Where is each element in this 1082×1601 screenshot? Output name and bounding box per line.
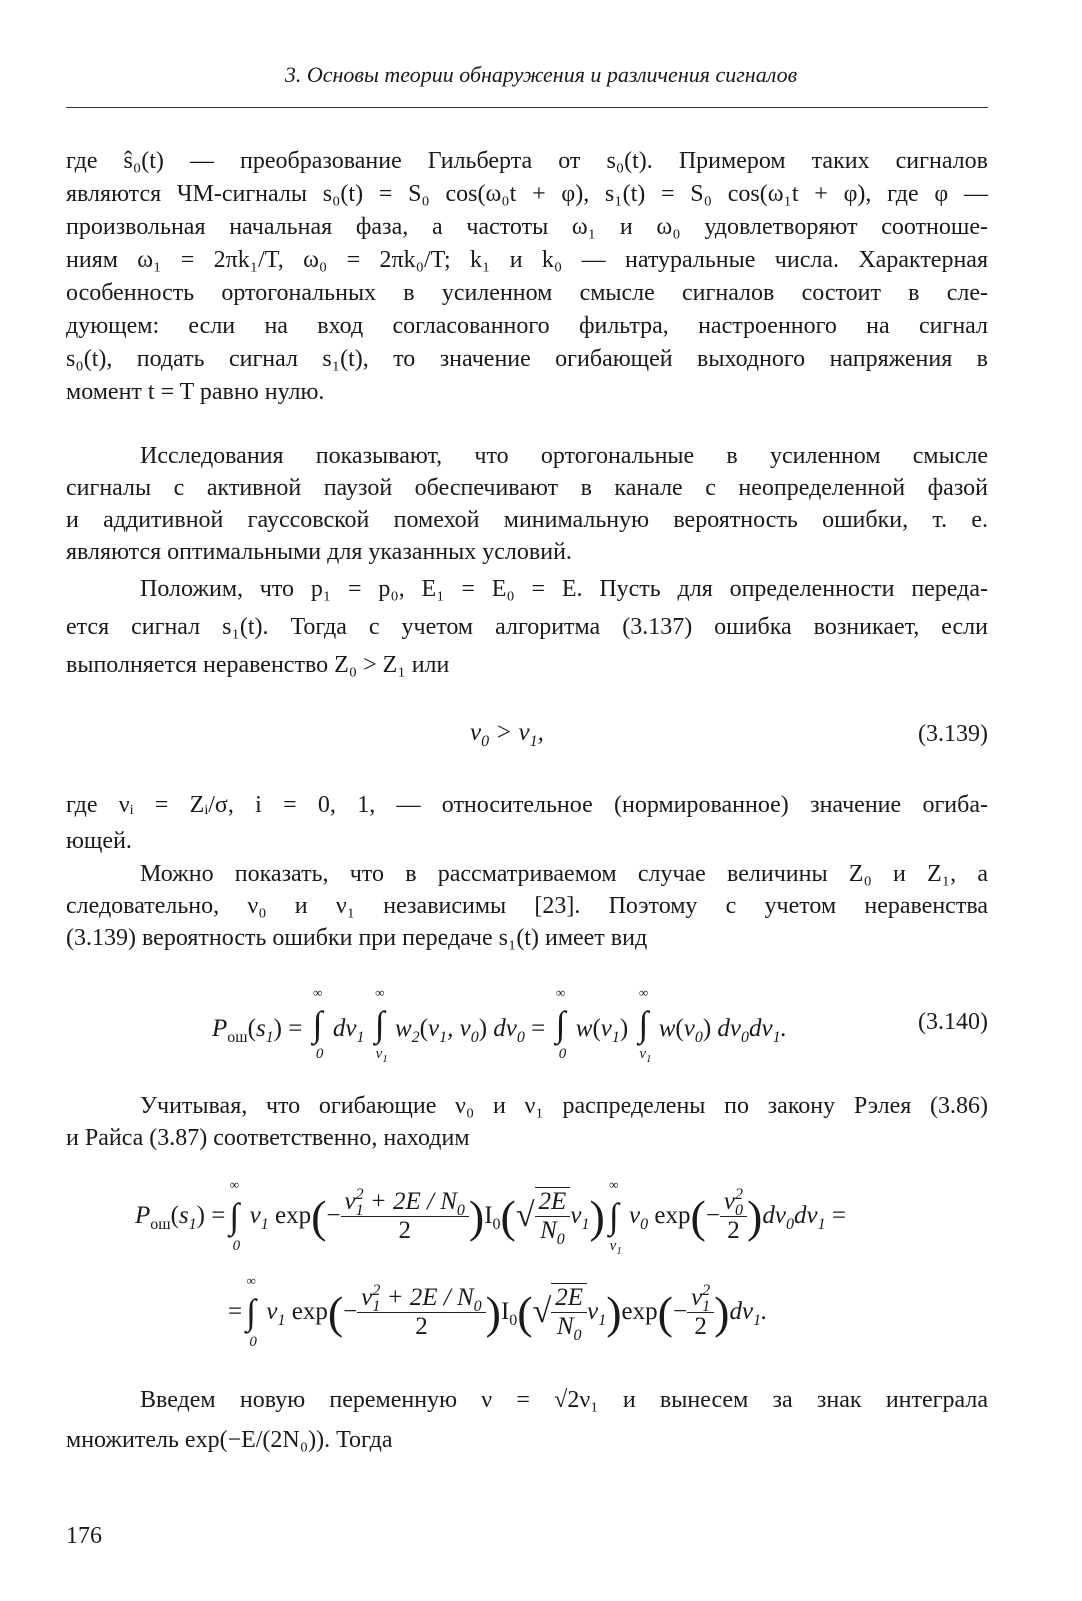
paragraph-7 <box>66 1384 988 1456</box>
equation-3-140: $P_{ош}(s_1)$ = ∫ ∞ 0 $d\nu_1$ ∫ ∞ $\nu_1$ $w_2(\nu_1$, $\nu_0$) $d\nu_0$ = ∫ ∞ 0 $w(\nu_1)$ ∫ ∞ $\nu_1$ $w(\nu_0)$ $d\nu_0d\nu_1$. <box>212 985 787 1065</box>
paragraph-5 <box>66 858 988 954</box>
text-line: момент t = T равно нулю. <box>66 379 325 405</box>
equation-number: (3.139) <box>918 721 988 747</box>
text-line: где ŝ₀(t) — преобразование Гильберта от s₀(t). Примером таких сигналов <box>66 148 988 174</box>
text-line: дующем: если на вход согласованного фильтра, настроенного на сигнал <box>66 313 988 339</box>
text-line: являются ЧМ-сигналы s₀(t) = S₀ cos(ω₀t + φ), s₁(t) = S₀ cos(ω₁t + φ), где φ — <box>66 181 988 207</box>
equation-3-139: $\nu_0 > \nu_1$, <box>470 719 544 750</box>
page-number: 176 <box>66 1523 102 1549</box>
text-line: произвольная начальная фаза, а частоты ω₁ и ω₀ удовлетворяют соотноше- <box>66 214 988 240</box>
text-line: сигналы с активной паузой обеспечивают в канале с неопределенной фазой <box>66 475 988 501</box>
paragraph-1 <box>66 145 988 408</box>
running-head: 3. Основы теории обнаружения и различения сигналов <box>284 62 798 87</box>
equation-error-probability-2: = ∫ ∞ 0 $\nu_1$ exp ( − $\frac{\nu_1^2 + 2E / N_0}{2}$ ) $I_0$ ( √ $\frac{2E}{N_0}$ $\nu_1$ ) exp ( − $\frac{\nu_1^2}{2}$ ) $d\nu_1$. <box>228 1273 768 1350</box>
text-line: следовательно, ν₀ и ν₁ независимы [23]. Поэтому с учетом неравенства <box>66 893 988 919</box>
text-line: где νᵢ = Zᵢ/σ, i = 0, 1, — относительное (нормированное) значение огиба- <box>66 792 988 818</box>
header-rule <box>66 107 988 108</box>
text-line: Учитывая, что огибающие ν₀ и ν₁ распределены по закону Рэлея (3.86) <box>140 1093 988 1119</box>
paragraph-3 <box>66 573 988 681</box>
paragraph-6 <box>66 1090 988 1154</box>
text-line: и аддитивной гауссовской помехой минимальную вероятность ошибки, т. е. <box>66 507 988 533</box>
text-line: выполняется неравенство Z₀ > Z₁ или <box>66 652 450 678</box>
text-line: Положим, что p₁ = p₀, E₁ = E₀ = E. Пусть для определенности переда- <box>140 576 988 602</box>
equation-number: (3.140) <box>918 1009 988 1035</box>
text-line: ющей. <box>66 828 132 854</box>
text-line: ется сигнал s₁(t). Тогда с учетом алгоритма (3.137) ошибка возникает, если <box>66 614 988 640</box>
text-line: особенность ортогональных в усиленном смысле сигналов состоит в сле- <box>66 280 988 306</box>
text-line: Введем новую переменную ν = √2ν₁ и вынесем за знак интеграла <box>140 1387 988 1413</box>
text-line: множитель exp(−E/(2N₀)). Тогда <box>66 1427 393 1453</box>
text-line: Исследования показывают, что ортогональные в усиленном смысле <box>140 443 988 469</box>
text-line: ниям ω₁ = 2πk₁/T, ω₀ = 2πk₀/T; k₁ и k₀ — натуральные числа. Характерная <box>66 247 988 273</box>
equation-error-probability-1: $P_{ош}(s_1)$ = ∫ ∞ 0 $\nu_1$ exp ( − $\frac{\nu_1^2 + 2E / N_0}{2}$ ) $I_0$ ( √ $\frac{2E}{N_0}$ $\nu_1$ ) ∫ ∞ $\nu_1$ $\nu_0$ exp ( − $\frac{\nu_0^2}{2}$ ) $d\nu_0d\nu_1$ = <box>135 1177 846 1257</box>
text-line: Можно показать, что в рассматриваемом случае величины Z₀ и Z₁, а <box>140 861 988 887</box>
text-line: являются оптимальными для указанных условий. <box>66 539 572 565</box>
text-line: и Райса (3.87) соответственно, находим <box>66 1125 470 1151</box>
text-line: (3.139) вероятность ошибки при передаче s₁(t) имеет вид <box>66 925 648 951</box>
paragraph-4 <box>66 789 988 857</box>
paragraph-2 <box>66 440 988 568</box>
text-line: s₀(t), подать сигнал s₁(t), то значение огибающей выходного напряжения в <box>66 346 988 372</box>
